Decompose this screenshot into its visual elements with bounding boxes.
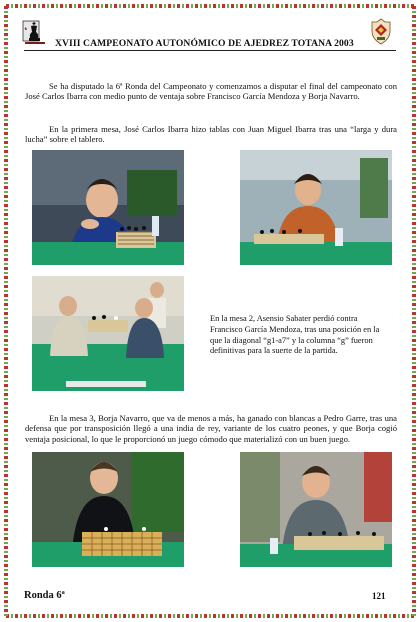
photo-board-three-player-right: [240, 452, 392, 567]
board-three-paragraph: En la mesa 3, Borja Navarro, que va de menos a más, ha ganado con blancas a Pedro Garre, tras una defensa que por transposición llegó a una india de rey, variante de los cuatro peones, y que Borja cogió ventaja posicional, lo que le proporcionó un juego cómodo que materializó con un buen juego.: [25, 412, 397, 445]
decorative-border-top: [6, 4, 414, 8]
footer-round-label: Ronda 6ª: [24, 590, 65, 601]
photo-board-one-player-right: [240, 150, 392, 265]
decorative-border-bottom: [6, 614, 414, 618]
decorative-border-left: [4, 6, 8, 616]
decorative-border-right: [412, 6, 416, 616]
photo-board-one-player-left: [32, 150, 184, 265]
footer-page-number: 121: [372, 591, 386, 601]
board-two-paragraph: En la mesa 2, Asensio Sabater perdió contra Francisco García Mendoza, tras una posición en la que la diagonal “g1-a7” y la columna “g” fueron definitivas para la suerte de la partida.: [210, 314, 380, 356]
header-rule: [24, 50, 396, 51]
photo-board-three-player-left: [32, 452, 184, 567]
photo-board-two: [32, 276, 184, 391]
shield-crest-icon: [368, 18, 394, 46]
chess-king-logo-icon: [22, 18, 48, 46]
intro-paragraph: Se ha disputado la 6ª Ronda del Campeonato y comenzamos a disputar el final del campeonato con José Carlos Ibarra con medio punto de ventaja sobre Francisco García Mendoza y Borja Navarro.: [25, 80, 397, 102]
svg-text:♞: ♞: [24, 26, 28, 31]
page-header-title: XVIII CAMPEONATO AUTONÓMICO DE AJEDREZ TOTANA 2003: [55, 38, 354, 49]
board-one-paragraph: En la primera mesa, José Carlos Ibarra hizo tablas con Juan Miguel Ibarra tras una “larga y dura lucha” sobre el tablero.: [25, 123, 397, 145]
